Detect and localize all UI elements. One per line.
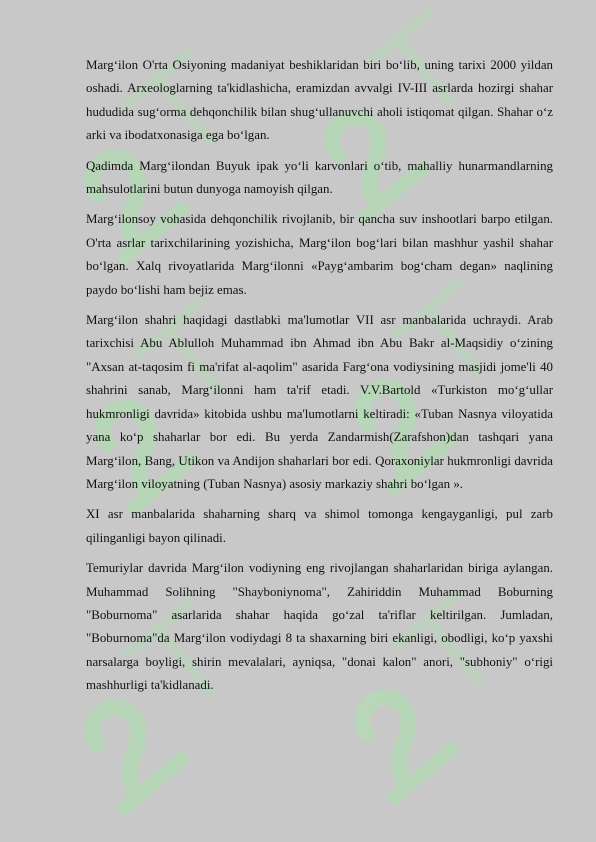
document-body xyxy=(86,54,553,705)
paragraph: Marg‘ilon shahri haqidagi dastlabki ma'lumotlar VII asr manbalarida uchraydi. Arab tarixchisi Abu Ablulloh Muhammad ibn Ahmad ibn Abu Bakr al-Maqsidiy o‘zining "Axsan at-taqosim fi ma'rifat al-aqolim" asarida Farg‘ona vodiysining masjidi jome'li 40 shahrini sanab, Marg‘ilonni ham ta'rif etadi. V.V.Bartold «Turkiston mo‘g‘ullar hukmronligi davrida» kitobida ushbu ma'lumotlarni keltiradi: «Tuban Nasnya viloyatida yana ko‘p shaharlar bor edi. Bu yerda Zandarmish(Zarafshon)dan tashqari yana Marg‘ilon, Bang, Utikon va Andijon shaharlari bor edi. Qoraxoniylar hukmronligi davrida Marg‘ilon viloyatning (Tuban Nasnya) asosiy markaziy shahri bo‘lgan ». xyxy=(86,313,553,491)
paragraph: Marg‘ilonsoy vohasida dehqonchilik rivojlanib, bir qancha suv inshootlari barpo etilgan. O'rta asrlar tarixchilarining yozishicha, Marg‘ilon bog‘lari bilan mashhur yashil shahar bo‘lgan. Xalq rivoyatlarida Marg‘ilonni «Payg‘ambarim bog‘cham degan» naqlining paydo bo‘lishi ham bejiz emas. xyxy=(86,212,553,297)
paragraph: Temuriylar davrida Marg‘ilon vodiyning eng rivojlangan shaharlaridan biriga aylangan. Muhammad Solihning "Shayboniynoma", Zahiriddin Muhammad Boburning "Boburnoma" asarlarida shahar haqida go‘zal ta'riflar keltirilgan. Jumladan, "Boburnoma"da Marg‘ilon vodiydagi 8 ta shaxarning biri ekanligi, obodligi, ko‘p yaxshi narsalarga boyligi, shirin mevalalari, ayniqsa, "donai kalon" anori, "subhoniy" o‘rigi mashhurligi ta'kidlanadi. xyxy=(86,561,553,693)
paragraph: XI asr manbalarida shaharning sharq va shimol tomonga kengayganligi, pul zarb qilinganligi bayon qilinadi. xyxy=(86,507,553,545)
paragraph: Qadimda Marg‘ilondan Buyuk ipak yo‘li karvonlari o‘tib, mahalliy hunarmandlarning mahsulotlarini butun dunyoga namoyish qilgan. xyxy=(86,158,553,197)
paragraph: Marg‘ilon O'rta Osiyoning madaniyat beshiklaridan biri bo‘lib, uning tarixi 2000 yildan oshadi. Arxeologlarning ta'kidlashicha, eramizdan avvalgi IV-III asrlarda hozirgi shahar hududida sug‘orma dehqonchilik bilan shug‘ullanuvchi aholi istiqomat qilgan. Shahar o‘z arki va ibodatxonasiga ega bo‘lgan. xyxy=(86,58,553,143)
